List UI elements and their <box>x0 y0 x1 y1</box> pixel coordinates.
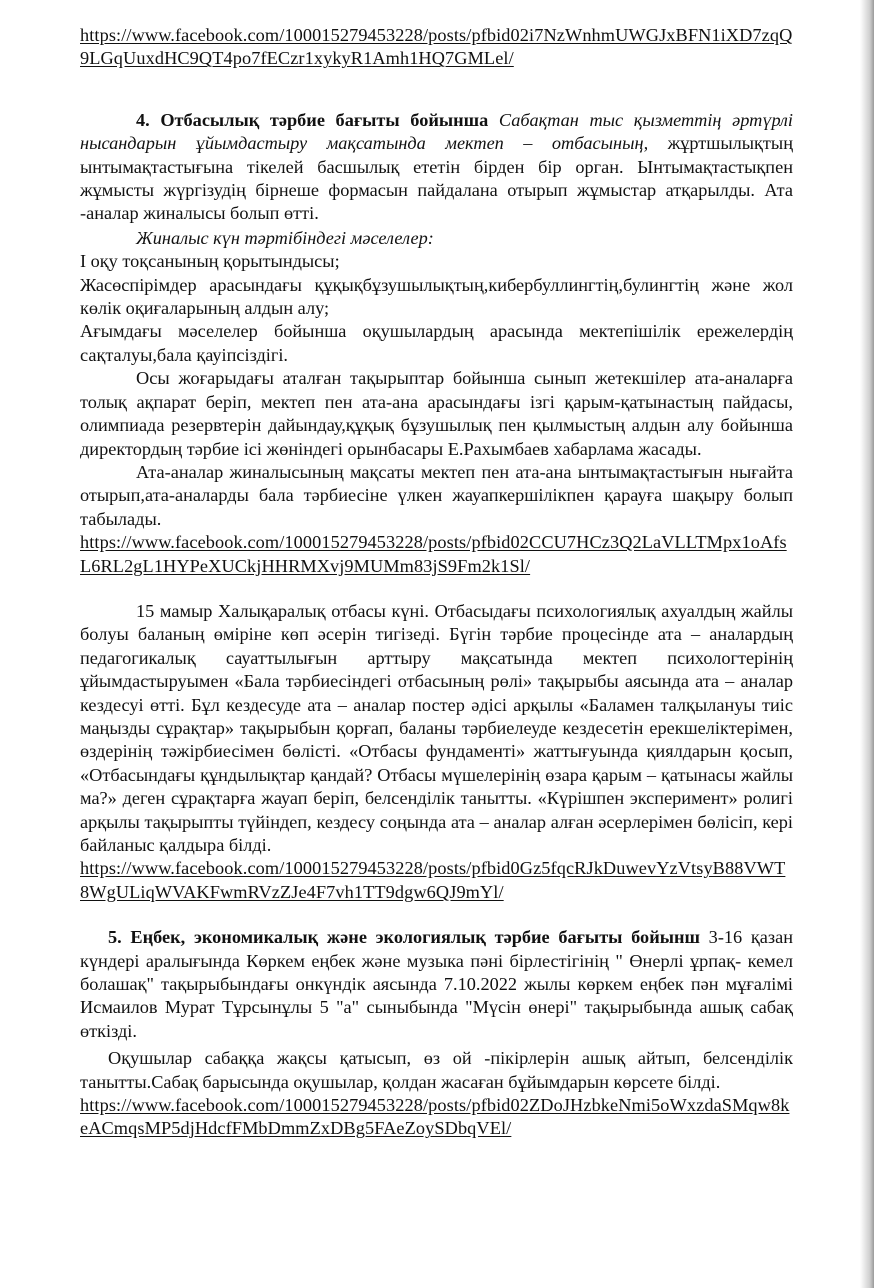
document-page <box>80 24 793 1141</box>
agenda-item: Ағымдағы мәселелер бойынша оқушылардың арасында мектепішілік ережелердің сақталуы,бала қауіпсіздігі. <box>80 321 793 365</box>
agenda-item: I оқу тоқсанының қорытындысы; <box>80 251 340 272</box>
family-day-paragraph: 15 мамыр Халықаралық отбасы күні. Отбасыдағы психологиялық ахуалдың жайлы болуы баланың өміріне көп әсерін тигізеді. Бүгін тәрбие процесінде ата – аналардың педагогикалық сауаттылығын арттыру мақсатында мектеп психологтерінің ұйымдастыруымен «Бала тәрбиесіндегі отбасының рөлі» тақырыбы аясында ата – аналар кездесуі өтті. Бұл кездесуде ата – аналар постер әдісі арқылы «Баламен талқылануы тиіс маңызды сұрақтар» тақырыбын қорғап, баланы тәрбиелеуде кездесетін ерекшеліктерімен, өздерінің тәжірбиесімен бөлісті. «Отбасы фундаменті» жаттығуында қиялдарын қосып, «Отбасындағы құндылықтар қандай? Отбасы мүшелерінің өзара қарым – қатынасы жайлы ма?» деген сұрақтарға жауап беріп, белсенділік танытты. «Күрішпен эксперимент» ролигі арқылы тақырыпты түйіндеп, кездесу соңында ата – аналар алған әсерлерімен бөлісіп, кері байланыс қалдыра білді. <box>80 600 793 855</box>
info-paragraph: Осы жоғарыдағы аталған тақырыптар бойынша сынып жетекшілер ата-аналарға толық ақпарат беріп, мектеп пен ата-ана арасындағы ізгі қарым-қатынастың пайдасы, олимпиада резервтерін дайындау,құқық бұзушылық пен қылмыстың алдын алу бойынша директордың тәрбие ісі жөніндегі орынбасары Е.Рахымбаев хабарлама жасады. <box>80 368 793 459</box>
facebook-link-2[interactable]: https://www.facebook.com/100015279453228/posts/pfbid02CCU7HCz3Q2LaVLLTMpx1oAfsL6RL2gL1HYPeXUCkjHHRMXvj9MUMm83jS9Fm2k1Sl/ <box>80 532 787 576</box>
spacer <box>80 578 793 600</box>
section-4-italic-lead: Сабақтан тыс қызметтің әртүрлі нысандарын ұйымдастыру мақсатында мектеп – отбасының, <box>80 109 793 154</box>
spacer <box>80 71 793 109</box>
section-5-intro <box>80 926 793 1043</box>
goal-paragraph: Ата-аналар жиналысының мақсаты мектеп пен ата-ана ынтымақтастығын нығайта отырып,ата-аналарды бала тәрбиесіне үлкен жауапкершілікпен қарауға шақыру болып табылады. <box>80 461 793 529</box>
section-4-text: жұртшылықтың ынтымақтастығына тікелей басшылық ететін бірден бір орган. Ынтымақтастықпен жұмысты жүргізудің бірнеше формасын пайдалана отырып жұмыстар атқарылды. Ата -аналар жиналысы болып өтті. <box>80 133 793 224</box>
agenda-title: Жиналыс күн тәртібіндегі мәселелер: <box>136 227 434 248</box>
agenda-title-line <box>80 227 793 250</box>
agenda-item: Жасөспірімдер арасындағы құқықбұзушылықтың,кибербуллингтің,булингтің және жол көлік оқиғаларының алдын алу; <box>80 274 793 319</box>
section-4-heading: 4. Отбасылық тәрбие бағыты бойынша <box>136 109 489 130</box>
section-5-text: 3-16 қазан күндері аралығында Көркем еңбек және музыка пәні бірлестігінің " Өнерлі ұрпақ- кемел болашақ" тақырыбындағы онкүндік аясында 7.10.2022 жылы көркем еңбек пән мұғалімі Исмаилов Мурат Тұрсынұлы 5 "а" сыныбында "Мүсін өнері" тақырыбында ашық сабақ өткізді. <box>80 927 793 1041</box>
page-edge-shadow <box>860 0 874 1288</box>
facebook-link-4[interactable]: https://www.facebook.com/100015279453228/posts/pfbid02ZDoJHzbkeNmi5oWxzdaSMqw8keACmqsMP5djHdcfFMbDmmZxDBg5FAeZoySDbqVEl/ <box>80 1095 790 1139</box>
section-5-paragraph-2: Оқушылар сабаққа жақсы қатысып, өз ой -пікірлерін ашық айтып, белсенділік танытты.Сабақ барысында оқушылар, қолдан жасаған бұйымдарын көрсете білді. <box>80 1048 793 1092</box>
facebook-link-3[interactable]: https://www.facebook.com/100015279453228/posts/pfbid0Gz5fqcRJkDuwevYzVtsyB88VWT8WgULiqWVAKFwmRVzZJe4F7vh1TT9dgw6QJ9mYl/ <box>80 858 786 902</box>
facebook-link-1[interactable]: https://www.facebook.com/100015279453228/posts/pfbid02i7NzWnhmUWGJxBFN1iXD7zqQ9LGqUuxdHC9QT4po7fECzr1xykyR1Amh1HQ7GMLel/ <box>80 25 793 69</box>
section-4-intro <box>80 109 793 226</box>
spacer <box>80 904 793 926</box>
section-5-heading: 5. Еңбек, экономикалық және экологиялық тәрбие бағыты бойынш <box>108 927 700 948</box>
